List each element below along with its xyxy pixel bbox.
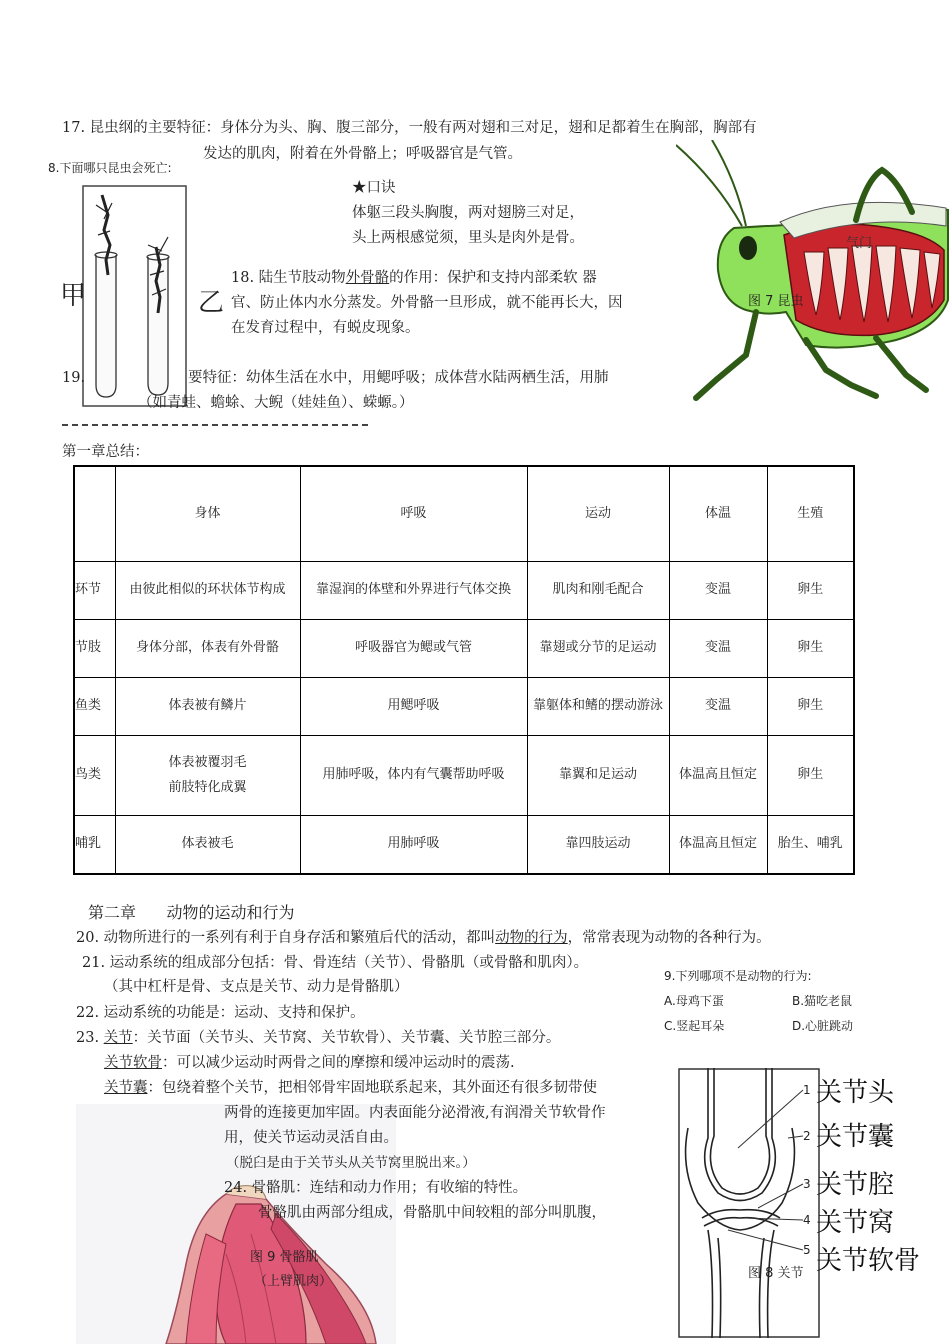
header-cell: 生殖 [767,466,854,561]
chapter2-title: 第二章 动物的运动和行为 [88,903,295,922]
summary-title: 第一章总结： [62,444,149,460]
table-cell: 用肺呼吸，体内有气囊帮助呼吸 [300,735,527,815]
exoskeleton-term: 外骨骼 [345,270,390,286]
table-cell: 靠湿润的体壁和外界进行气体交换 [300,561,527,619]
q9-option-a: A.母鸡下蛋 [664,994,724,1008]
joint-number-4: 4 [803,1213,811,1227]
joint-term: 关节 [103,1030,133,1046]
row-head: 环节 [74,561,115,619]
dashed-separator [62,424,368,426]
sec24-line2: 骨骼肌由两部分组成，骨骼肌中间较粗的部分叫肌腹， [258,1205,606,1221]
table-cell: 体表被覆羽毛 前肢特化成翼 [115,735,300,815]
table-header-row [74,466,854,561]
mnemonic-line1: 体躯三段头胸腹，两对翅膀三对足， [352,205,584,221]
table-row [74,561,854,619]
row-head: 鸟类 [74,735,115,815]
table-cell: 体温高且恒定 [669,815,767,874]
header-cell: 呼吸 [300,466,527,561]
table-cell: 体表被有鳞片 [115,677,300,735]
joint-figure [678,1068,820,1338]
mnemonic-line2: 头上两根感觉须，里头是肉外是骨。 [352,230,584,246]
grasshopper-body [676,140,948,348]
joint-number-5: 5 [803,1243,811,1257]
table-row [74,619,854,677]
header-cell: 体温 [669,466,767,561]
insect-figure [676,140,950,405]
header-cell: 运动 [527,466,669,561]
sec18-line3: 在发育过程中，有蜕皮现象。 [231,320,420,336]
animal-behavior-term: 动物的行为 [495,930,568,946]
tube-a [95,195,117,397]
header-cell: 身体 [115,466,300,561]
joint-number-2: 2 [803,1129,811,1143]
mnemonic-title: ★口诀 [352,180,396,196]
summary-table [73,465,855,875]
sec21-line1: 21. 运动系统的组成部分包括：骨、骨连结（关节）、骨骼肌（或骨骼和肌肉）。 [82,955,589,971]
sec20: 20. 动物所进行的一系列有利于自身存活和繁殖后代的活动，都叫动物的行为，常常表现为动物的各种行为。 [76,930,771,946]
q9-option-c: C.竖起耳朵 [664,1019,725,1033]
capsule-term: 关节囊 [104,1080,148,1096]
sec21-line2: （其中杠杆是骨、支点是关节、动力是骨骼肌） [104,979,409,995]
sec19-line2: （如青蛙、蟾蜍、大鲵（娃娃鱼）、蝾螈。） [138,395,414,411]
tube-b [147,237,169,395]
row-head: 哺乳 [74,815,115,874]
table-cell: 由彼此相似的环状体节构成 [115,561,300,619]
table-row [74,815,854,874]
fig9-caption: 图 9 骨骼肌 [250,1250,319,1265]
label-joint-head: 关节头 [816,1078,895,1108]
table-row [74,735,854,815]
sec23-cartilage: 关节软骨：可以减少运动时两骨之间的摩擦和缓冲运动时的震荡. [104,1055,515,1071]
label-joint-socket: 关节窝 [816,1208,895,1238]
table-cell: 肌肉和刚毛配合 [527,561,669,619]
fig8-caption: 图 8 关节 [748,1266,804,1281]
sec23-capsule-line3: 用，使关节运动灵活自由。 [224,1130,398,1146]
table-cell: 卵生 [767,735,854,815]
table-cell: 靠躯体和鳍的摆动游泳 [527,677,669,735]
table-cell: 靠四肢运动 [527,815,669,874]
table-cell: 用鳃呼吸 [300,677,527,735]
table-cell: 靠翼和足运动 [527,735,669,815]
sec17-line1: 17. 昆虫纲的主要特征：身体分为头、胸、腹三部分，一般有两对翅和三对足，翅和足都着生在胸部，胸部有 [62,120,757,136]
tube-label-a: 甲 [60,281,87,311]
cartilage-term: 关节软骨 [104,1055,162,1071]
table-cell: 靠翅或分节的足运动 [527,619,669,677]
joint-bones [686,1068,795,1338]
q9-option-b: B.猫吃老鼠 [792,994,853,1008]
fig7-caption: 图 7 昆虫 [748,294,804,309]
dislocation-note: （脱臼是由于关节头从关节窝里脱出来。） [226,1155,476,1171]
table-cell: 变温 [669,619,767,677]
sec19-line1: 要特征：幼体生活在水中，用鳃呼吸；成体营水陆两栖生活，用肺 [188,370,609,386]
table-cell: 卵生 [767,619,854,677]
sec24-line1: 24. 骨骼肌：连结和动力作用；有收缩的特性。 [224,1180,528,1196]
label-joint-capsule: 关节囊 [816,1122,895,1152]
q9-option-d: D.心脏跳动 [792,1019,854,1033]
sec18-line1: 18. 陆生节肢动物外骨骼的作用：保护和支持内部柔软 器 [231,270,597,286]
label-joint-cartilage: 关节软骨 [816,1246,921,1276]
row-head: 节肢 [74,619,115,677]
table-cell: 胎生、哺乳 [767,815,854,874]
sec19-num: 19. [62,370,86,386]
label-joint-cavity: 关节腔 [816,1170,895,1200]
table-row [74,677,854,735]
table-cell: 变温 [669,561,767,619]
joint-number-3: 3 [803,1177,811,1191]
table-cell: 卵生 [767,677,854,735]
test-tubes-figure [82,185,187,407]
header-cell [74,466,115,561]
q9-question: 9.下列哪项不是动物的行为: [664,969,812,983]
table-cell: 卵生 [767,561,854,619]
table-cell: 用肺呼吸 [300,815,527,874]
table-cell: 体表被毛 [115,815,300,874]
sec18-line2: 官、防止体内水分蒸发。外骨骼一旦形成，就不能再长大，因 [231,295,623,311]
table-cell: 身体分部，体表有外骨骼 [115,619,300,677]
row-head: 鱼类 [74,677,115,735]
sec23-capsule-line2: 两骨的连接更加牢固。内表面能分泌滑液,有润滑关节软骨作 [224,1105,606,1121]
stigma-label: 气门 [846,236,873,251]
table-cell: 呼吸器官为鳃或气管 [300,619,527,677]
table-cell: 体温高且恒定 [669,735,767,815]
sec22: 22. 运动系统的功能是：运动、支持和保护。 [76,1005,365,1021]
tube-label-b: 乙 [198,288,225,318]
q8-question: 8.下面哪只昆虫会死亡: [48,161,172,175]
sec23-capsule: 关节囊：包绕着整个关节，把相邻骨牢固地联系起来，其外面还有很多韧带使 [104,1080,597,1096]
sec17-line2: 发达的肌肉，附着在外骨骼上；呼吸器官是气管。 [203,146,522,162]
figure-frame [679,1069,819,1337]
joint-number-1: 1 [803,1083,811,1097]
sec23-line1: 23. 关节：关节面（关节头、关节窝、关节软骨）、关节囊、关节腔三部分。 [76,1030,561,1046]
fig9-sub: （上臂肌肉） [254,1274,333,1289]
table-cell: 变温 [669,677,767,735]
